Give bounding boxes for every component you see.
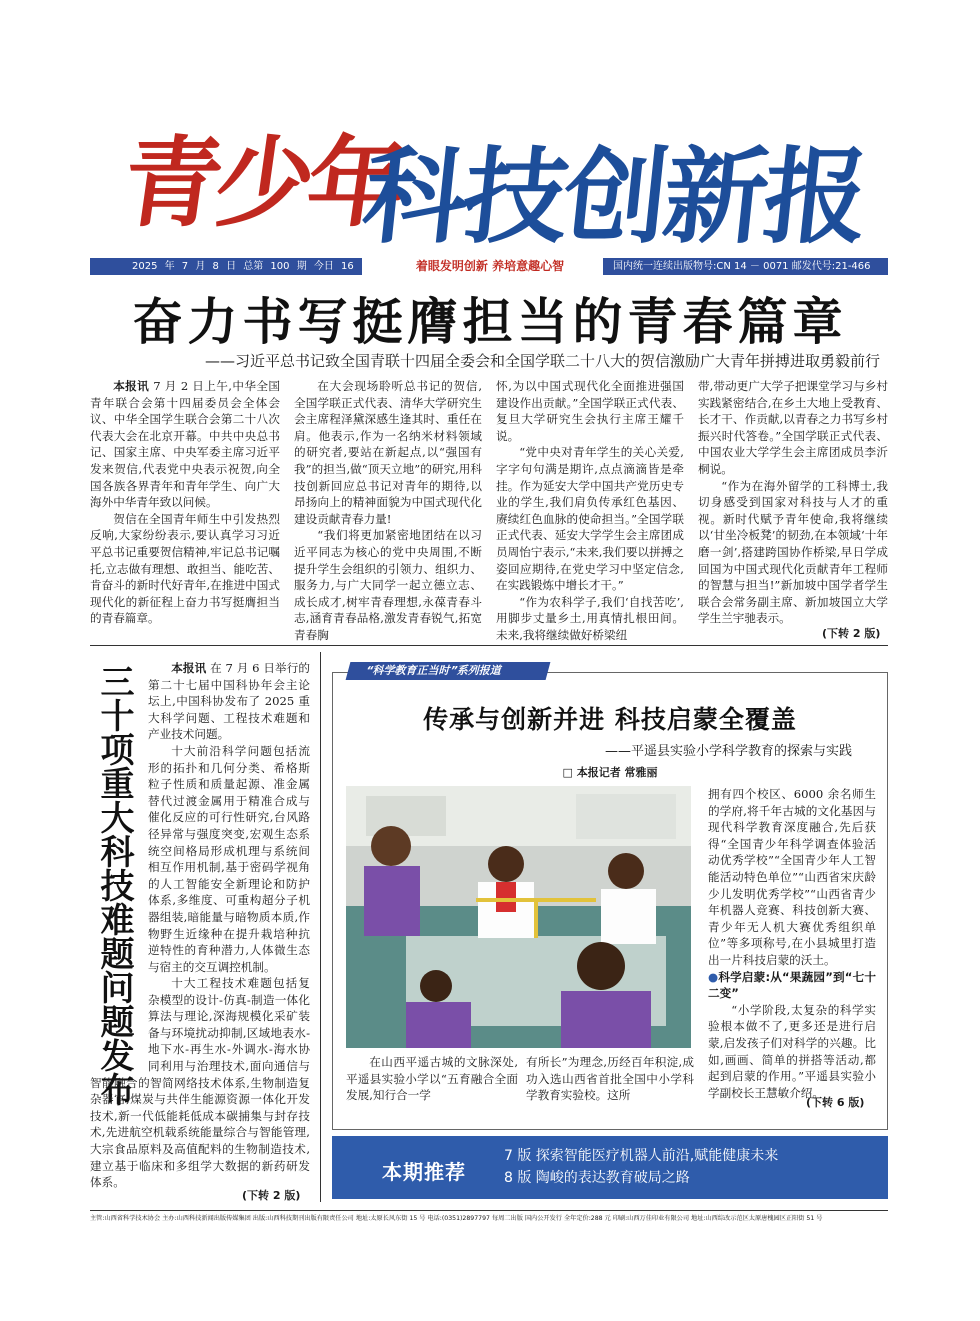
- series-tag: “科学教育正当时”系列报道: [346, 662, 551, 680]
- recommend-item[interactable]: 8 版 陶峻的表达教育破局之路: [504, 1170, 690, 1186]
- arrow-icon: ●: [708, 969, 719, 984]
- lead-headline: 奋力书写挺膺担当的青春篇章: [132, 293, 848, 351]
- caption-col-1: [346, 1054, 518, 1124]
- feature-subtitle: ——平遥县实验小学科学教育的探索与实践: [604, 744, 852, 759]
- lead-col-3: [496, 378, 684, 640]
- feature-right-subtitle-text: 科学启蒙:从“果蔬园”到“七十二变”: [708, 969, 876, 1001]
- footer-imprint: 主管:山西省科学技术协会 主办:山西科技新闻出版传媒集团 出版:山西科技期刊出版有限责任公司 地址:太原长风东街 15 号 电话:(0351)2897797 每周二出版 国内公开发行 全年定价:288 元 印刷:山西万佳印业有限公司 地址:山西综改示范区太原唐槐园区正阳街 51 号: [90, 1215, 823, 1222]
- lead-col4-p1: 带,带动更广大学子把课堂学习与乡村实践紧密结合,在乡土大地上受教育、长才干、作贡献,以青春之力书写乡村振兴时代答卷。”全国学联正式代表、中国农业大学学生会主席团成员李沂桐说。: [698, 379, 888, 476]
- caption-col-2: [526, 1054, 694, 1124]
- recommend-label: 本期推荐: [382, 1160, 466, 1184]
- feature-title: 传承与创新并进 科技启蒙全覆盖: [423, 705, 797, 734]
- feature-right-p1: 拥有四个校区、6000 余名师生的学府,将千年古城的文化基因与现代科学教育深度融合,先后获得“全国青少年科学调查体验活动优秀学校”“全国青少年人工智能活动特色单位”“山西省宋庆龄少儿发明优秀学校”“山西省青少年机器人竞赛、科技创新大赛、青少年无人机大赛优秀组织单位”等多项称号,在小县城里打造出一片科技启蒙的沃土。: [708, 787, 876, 967]
- feature-right-subtitle: [708, 969, 876, 1002]
- side-p2: 十大前沿科学问题包括流形的拓扑和几何分类、希格斯粒子性质和质量起源、准金属替代过渡金属用于精准合成与催化反应的可行性研究,台风路径异常与强度突变,宏观生态系统空间格局形成机理与系统间相互作用机制,基于密码学视角的人工智能安全新理论和防护体系,多维度、可重构超分子机器组装,暗能量与暗物质本质,作物野生近缘种在提升栽培种抗逆特性的育种潜力,人体微生态与宿主的交互调控机制。: [148, 743, 310, 974]
- section-divider: [90, 645, 888, 646]
- publication-number: 国内统一连续出版物号:CN 14 － 0071 邮发代号:21-466: [603, 258, 888, 275]
- classroom-photo: [346, 786, 691, 1048]
- masthead: [100, 95, 880, 258]
- side-continue: (下转 2 版): [242, 1189, 301, 1202]
- side-lead-tag: 本报讯: [171, 661, 207, 675]
- lead-col-1: [90, 378, 280, 640]
- lead-col2-p2: “我们将更加紧密地团结在以习近平同志为核心的党中央周围,不断提升学生会组织的引领力、组织力、服务力,与广大同学一起立德立志、成长成才,树牢青春理想,永葆青春斗志,涵育青春品格,激发青春锐气,拓宽青春胸: [294, 528, 482, 642]
- dateline: [90, 258, 888, 289]
- side-p3: 十大工程技术难题包括复杂模型的设计-仿真-制造一体化算法与理论,深海规模化采矿装备与环境扰动抑制,区域地表水-地下水-再生水-外调水-海水协同利用与治理技术,面向通信与智能融合的智简网络技术体系,生物制造复杂器官,煤炭与共伴生能源资源一体化开发技术,新一代低能耗低成本碳捕集与封存技术,先进航空机载系统能量综合与智能管理,大宗食品原料及高值配料的生物制造技术,建立基于临床和多组学大数据的新药研发体系。: [90, 976, 310, 1190]
- caption-c1: 在山西平遥古城的文脉深处,平遥县实验小学以“五育融合全面发展,知行合一学: [346, 1055, 518, 1103]
- recommend-list: [504, 1145, 874, 1189]
- column-divider: [320, 652, 321, 1202]
- lead-subhead: ——习近平总书记致全国青联十四届全委会和全国学联二十八大的贺信激励广大青年拼搏进取勇毅前行: [204, 352, 880, 370]
- lead-col4-p2: “作为在海外留学的工科博士,我切身感受到国家对科技与人才的重视。新时代赋予青年使命,我将继续以‘甘坐冷板凳’的韧劲,在本领域‘十年磨一剑’,搭建跨国协作桥梁,早日学成回国为中国式现代化贡献青年工程师的智慧与担当!”新加坡中国学者学生联合会常务副主席、新加坡国立大学学生兰宇驰表示。: [698, 478, 888, 626]
- lead-col1-p2: 贺信在全国青年师生中引发热烈反响,大家纷纷表示,要认真学习习近平总书记重要贺信精神,牢记总书记嘱托,立志做有理想、敢担当、能吃苦、肯奋斗的新时代好青年,在推进中国式现代化的新征程上奋力书写挺膺担当的青春篇章。: [90, 511, 280, 626]
- masthead-blue: 科技创新报: [357, 136, 871, 258]
- recommend-item[interactable]: 7 版 探索智能医疗机器人前沿,赋能健康未来: [504, 1148, 779, 1164]
- feature-right-p2: “小学阶段,太复杂的科学实验根本做不了,更多还是进行启蒙,启发孩子们对科学的兴趣。比如,画画、简单的拼搭等活动,都起到启蒙的作用。”平遥县实验小学副校长王慧敏介绍。: [708, 1002, 876, 1100]
- side-p1: 在 7 月 6 日举行的第二十七届中国科协年会主论坛上,中国科协发布了 2025 重大科学问题、工程技术难题和产业技术问题。: [148, 661, 310, 742]
- lead-col3-p3: “作为农科学子,我们‘自找苦吃’,用脚步丈量乡土,用真情扎根田间。未来,我将继续做好桥梁纽: [496, 594, 684, 642]
- lead-col-2: [294, 378, 482, 640]
- lead-col2-p1: 在大会现场聆听总书记的贺信,全国学联正式代表、清华大学研究生会主席程泽黛深感生逢其时、重任在肩。他表示,作为一名纳米材料领域的研究者,要站在新起点,以“强国有我”的担当,做“顶天立地”的研究,用科技创新回应总书记对青年的期待,以昂扬向上的精神面貌为中国式现代化建设贡献青春力量!: [294, 379, 482, 526]
- footer-rule: [90, 1210, 888, 1211]
- feature-byline: □ 本报记者 常雅丽: [562, 766, 658, 779]
- lead-col1-p1: 7 月 2 日上午,中华全国青年联合会第十四届委员会全体会议、中华全国学生联合会第二十八次代表大会在北京开幕。中共中央总书记、国家主席、中央军委主席习近平发来贺信,代表党中央表示祝贺,向全国各族各界青年和青年学生、向广大海外中华青年致以问候。: [90, 379, 280, 510]
- slogan: 着眼发明创新 养培意趣心智: [415, 259, 565, 273]
- lead-tag: 本报讯: [113, 379, 150, 393]
- issue-date: 2025 年 7 月 8 日 总第 100 期 今日 16 版: [90, 258, 362, 275]
- masthead-red: 青少年: [115, 127, 408, 241]
- lead-continue: (下转 2 版): [822, 627, 881, 640]
- recommend-bar: [332, 1136, 888, 1199]
- lead-col-4: [698, 378, 888, 624]
- lead-col3-p1: 怀,为以中国式现代化全面推进强国建设作出贡献。”全国学联正式代表、复旦大学研究生会执行主席王耀千说。: [496, 379, 684, 443]
- lead-col3-p2: “党中央对青年学生的关心关爱,字字句句满是期许,点点滴滴皆是牵挂。作为延安大学中国共产党历史专业的学生,我们肩负传承红色基因、赓续红色血脉的使命担当。”全国学联正式代表、延安大学学生会主席团成员周怡宁表示,“未来,我们要以拼搏之姿回应期待,在党史学习中坚定信念,在实践锻炼中增长才干。”: [496, 445, 684, 593]
- caption-c2: 有所长”为理念,历经百年积淀,成功入选山西省首批全国中小学科学教育实验校。这所: [526, 1055, 694, 1103]
- feature-continue: (下转 6 版): [806, 1096, 865, 1109]
- side-article-title: 三十项重大科技难题问题发布: [94, 664, 134, 1106]
- feature-right-col: [708, 786, 876, 1100]
- side-col-bottom: [90, 975, 310, 1193]
